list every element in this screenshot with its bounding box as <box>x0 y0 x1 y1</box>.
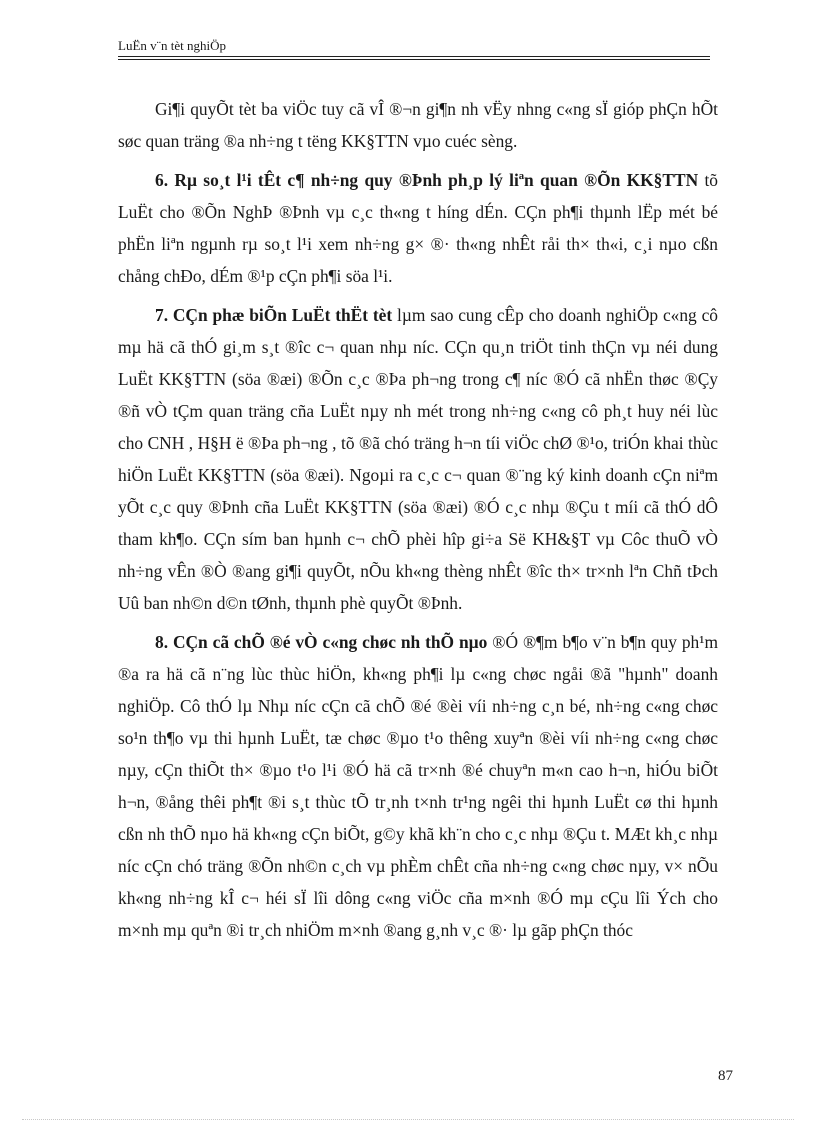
header-rule-thin <box>118 59 710 60</box>
document-body <box>118 93 718 953</box>
paragraph-8 <box>118 626 718 946</box>
page-bottom-border <box>22 1119 794 1120</box>
paragraph-text: ®Ó ®¶m b¶o v¨n b¶n quy ph¹m ®a ra hä cã n¨ng lùc thùc hiÖn, kh«ng ph¶i lµ c«ng chøc ngåi ®ã "hµnh" doanh nghiÖp. Cô thÓ lµ Nhµ níc cÇn cã chÕ ®é ®èi víi nh÷ng c¸n bé, nh÷ng c«ng chøc so¹n th¶o vµ thi hµnh LuËt, tæ chøc ®µo t¹o thêng xuyªn ®èi víi nh÷ng c«ng chøc nµy, cÇn thiÕt th× ®µo t¹o l¹i ®Ó hä cã tr×nh ®é chuyªn m«n cao h¬n, hiÓu biÕt h¬n, ®ång thêi ph¶t ®i s¸t thùc tÕ tr¸nh t×nh tr¹ng ngêi thi hµnh LuËt cø thi hµnh cßn nh thÕ nµo hä kh«ng cÇn biÕt, g©y khã kh¨n cho c¸c nhµ ®Çu t. MÆt kh¸c nhµ níc cÇn chó träng ®Õn nh©n c¸ch vµ phÈm chÊt cña nh÷ng c«ng chøc nµy, v× nÕu kh«ng nh÷ng kÎ c¬ héi sÏ lîi dông c«ng viÖc cña m×nh ®Ó mµ cÇu lîi Ých cho m×nh mµ quªn ®i tr¸ch nhiÖm m×nh ®ang g¸nh v¸c ®· lµ gãp phÇn thóc <box>118 632 718 940</box>
paragraph-text: Gi¶i quyÕt tèt ba viÖc tuy cã vÎ ®¬n gi¶n nh vËy nhng c«ng sÏ gióp phÇn hÕt søc quan träng ®a nh÷ng t tëng KK§TTN vµo cuéc sèng. <box>118 99 718 151</box>
running-header: LuËn v¨n tèt nghiÖp <box>118 38 226 53</box>
paragraph-heading: 6. Rµ so¸t l¹i tÊt c¶ nh÷ng quy ®Þnh ph¸p lý liªn quan ®Õn KK§TTN <box>155 170 699 190</box>
page-number: 87 <box>718 1068 733 1084</box>
paragraph-heading: 7. CÇn phæ biÕn LuËt thËt tèt <box>155 305 393 325</box>
paragraph-7 <box>118 299 718 619</box>
paragraph-text: tõ LuËt cho ®Õn NghÞ ®Þnh vµ c¸c th«ng t híng dÉn. CÇn ph¶i thµnh lËp mét bé phËn liªn ngµnh rµ so¸t l¹i xem nh÷ng g× ®· th«ng nhÊt råi th× th«i, c¸i nµo cßn chång chÐo, dÉm ®¹p cÇn ph¶i söa l¹i. <box>118 170 719 286</box>
paragraph-6 <box>118 164 718 292</box>
header-rule-thick <box>118 56 710 57</box>
paragraph-1 <box>118 93 718 157</box>
paragraph-text: lµm sao cung cÊp cho doanh nghiÖp c«ng cô mµ hä cã thÓ gi¸m s¸t ®îc c¬ quan nhµ níc. CÇn qu¸n triÖt tinh thÇn vµ néi dung LuËt KK§TTN (söa ®æi) ®Õn c¸c ®Þa ph¬ng trong c¶ níc ®Ó cã nhËn thøc ®Çy ®ñ vÒ tÇm quan träng cña LuËt nµy nh mét trong nh÷ng c«ng cô ph¸t huy néi lùc cho CNH , H§H ë ®Þa ph¬ng , tõ ®ã chó träng h¬n tíi viÖc chØ ®¹o, triÓn khai thùc hiÖn LuËt KK§TTN (söa ®æi). Ngoµi ra c¸c c¬ quan ®¨ng ký kinh doanh cÇn niªm yÕt c¸c quy ®Þnh cña LuËt KK§TTN (söa ®æi) ®Ó c¸c nhµ ®Çu t míi cã thÓ dÔ tham kh¶o. CÇn sím ban hµnh c¬ chÕ phèi hîp gi÷a Së KH&§T vµ Côc thuÕ vÒ nh÷ng vÊn ®Ò ®ang gi¶i quyÕt, nÕu kh«ng thèng nhÊt ®îc th× tr×nh lªn Chñ tÞch Uû ban nh©n d©n tØnh, thµnh phè quyÕt ®Þnh. <box>118 305 718 613</box>
paragraph-heading: 8. CÇn cã chÕ ®é vÒ c«ng chøc nh thÕ nµo <box>155 632 488 652</box>
